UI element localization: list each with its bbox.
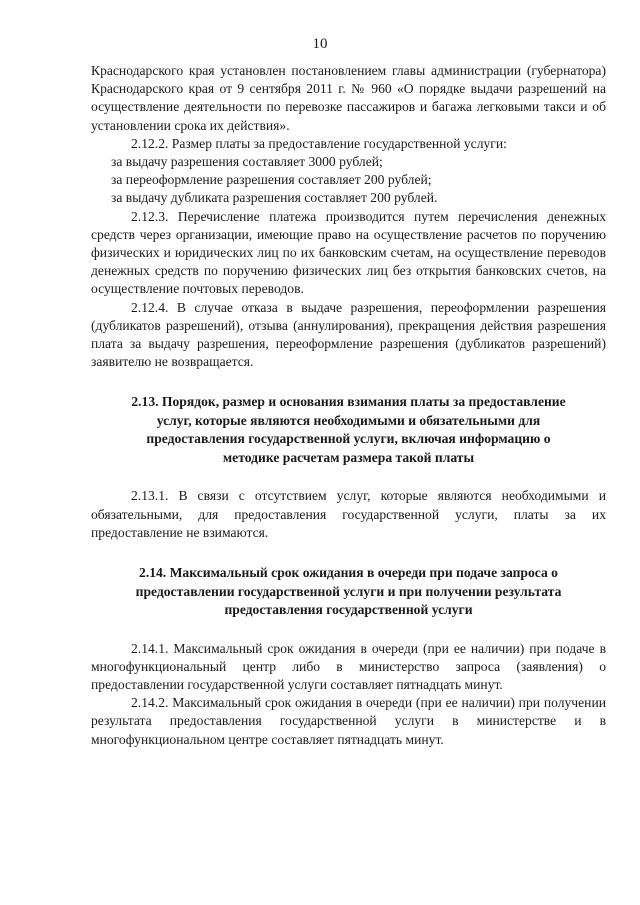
section-heading-2-14: 2.14. Максимальный срок ожидания в очереди при подаче запроса о предоставлении государственной услуги и при получении результата предоставления государственной услуги: [135, 565, 562, 618]
page-number: 10: [312, 36, 328, 52]
fee-duplicate-line: за выдачу дубликата разрешения составляет 200 рублей.: [111, 190, 438, 206]
paragraph-2-12-4: 2.12.4. В случае отказа в выдаче разрешения, переоформлении разрешения (дубликатов разрешений), отзыва (аннулирования), прекращения действия разрешения плата за выдачу разрешения, переоформление разрешения (дубликатов разрешений) заявителю не возвращается.: [91, 299, 606, 370]
section-heading-2-13: 2.13. Порядок, размер и основания взимания платы за предоставление услуг, которые являются необходимыми и обязательными для предоставления государственной услуги, включая информацию о методике расчетам размера такой платы: [131, 394, 566, 465]
paragraph-2-14-1: 2.14.1. Максимальный срок ожидания в очереди (при ее наличии) при подаче в многофункциональный центр либо в министерство запроса (заявления) о предоставлении государственной услуги составляет пятнадцать минут.: [91, 640, 606, 692]
fee-issue-line: за выдачу разрешения составляет 3000 рублей;: [111, 154, 383, 170]
fee-reissue-line: за переоформление разрешения составляет 200 рублей;: [111, 172, 432, 188]
paragraph-2-14-2: 2.14.2. Максимальный срок ожидания в очереди (при ее наличии) при получении результата предоставления государственной услуги в министерстве и в многофункциональном центре составляет пятнадцать минут.: [91, 695, 606, 747]
page-content: [91, 62, 606, 749]
paragraph-intro: Краснодарского края установлен постановлением главы администрации (губернатора) Краснодарского края от 9 сентября 2011 г. № 960 «О порядке выдачи разрешений на осуществление деятельности по перевозке пассажиров и багажа легковыми такси и об установлении срока их действия».: [91, 63, 606, 133]
paragraph-2-13-1: 2.13.1. В связи с отсутствием услуг, которые являются необходимыми и обязательными, для предоставления государственной услуги, платы за их предоставление не взимаются.: [91, 488, 606, 540]
paragraph-2-12-3: 2.12.3. Перечисление платежа производится путем перечисления денежных средств через организации, имеющие право на осуществление расчетов по поручению физических и юридических лиц по их банковским счетам, на осуществление переводов денежных средств по поручению физических лиц без открытия банковских счетов, на осуществление почтовых переводов.: [91, 208, 606, 297]
paragraph-2-12-2: 2.12.2. Размер платы за предоставление государственной услуги:: [131, 135, 507, 151]
